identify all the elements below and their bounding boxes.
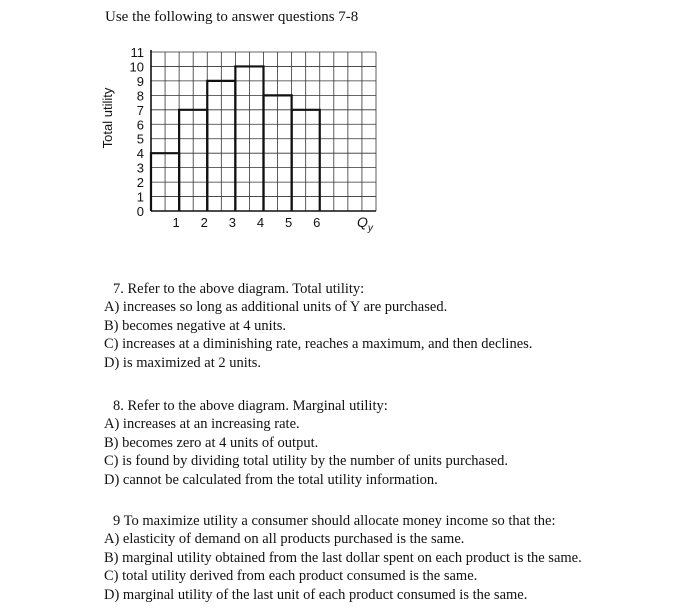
question-7-option-a: A) increases so long as additional units of Y are purchased. — [104, 299, 448, 316]
y-tick-label: 3 — [136, 160, 144, 176]
x-tick-label: 1 — [172, 215, 180, 230]
question-7-option-c: C) increases at a diminishing rate, reaches a maximum, and then declines. — [104, 336, 533, 353]
y-tick-label: 10 — [129, 59, 144, 75]
y-tick-label: 11 — [130, 45, 144, 60]
x-axis-label-main: Q — [357, 214, 368, 230]
question-9-option-a: A) elasticity of demand on all products purchased is the same. — [104, 531, 465, 548]
question-8-option-d: D) cannot be calculated from the total utility information. — [104, 471, 438, 488]
x-tick-label: 2 — [200, 215, 208, 230]
y-axis-label: Total utility — [100, 87, 115, 149]
y-tick-label: 1 — [136, 189, 144, 205]
x-tick-label: 4 — [256, 215, 265, 230]
y-tick-label: 0 — [136, 204, 144, 219]
question-9-option-b: B) marginal utility obtained from the last dollar spent on each product is the same. — [104, 549, 582, 566]
x-tick-label: 6 — [313, 215, 321, 230]
total-utility-chart — [95, 40, 395, 240]
x-tick-label: 5 — [285, 215, 293, 230]
question-8-option-c: C) is found by dividing total utility by the number of units purchased. — [104, 453, 508, 470]
x-axis-label-sub: y — [367, 223, 373, 234]
question-8-option-b: B) becomes zero at 4 units of output. — [104, 434, 319, 451]
question-7-option-b: B) becomes negative at 4 units. — [104, 317, 287, 334]
x-tick-labels — [173, 215, 321, 230]
question-7-option-d: D) is maximized at 2 units. — [104, 354, 262, 371]
y-tick-label: 4 — [136, 146, 144, 162]
y-tick-label: 6 — [136, 117, 144, 133]
question-7 — [104, 280, 532, 372]
intro-text: Use the following to answer questions 7-8 — [105, 9, 359, 25]
y-tick-label: 7 — [136, 102, 144, 118]
question-8-stem: 8. Refer to the above diagram. Marginal utility: — [113, 398, 388, 414]
question-9-stem: 9 To maximize utility a consumer should allocate money income so that the: — [113, 513, 556, 529]
y-tick-labels — [130, 45, 144, 219]
question-9-option-c: C) total utility derived from each product consumed is the same. — [104, 568, 478, 585]
question-9-option-d: D) marginal utility of the last unit of each product consumed is the same. — [104, 586, 528, 603]
y-tick-label: 2 — [136, 175, 144, 191]
x-tick-label: 3 — [228, 215, 236, 230]
question-9 — [104, 512, 582, 604]
question-8-option-a: A) increases at an increasing rate. — [104, 416, 300, 433]
question-8 — [104, 397, 508, 489]
question-7-stem: 7. Refer to the above diagram. Total utility: — [113, 281, 365, 297]
x-axis-label — [357, 214, 374, 234]
y-tick-label: 5 — [136, 131, 144, 147]
y-tick-label: 8 — [136, 88, 144, 104]
y-tick-label: 9 — [136, 73, 144, 89]
